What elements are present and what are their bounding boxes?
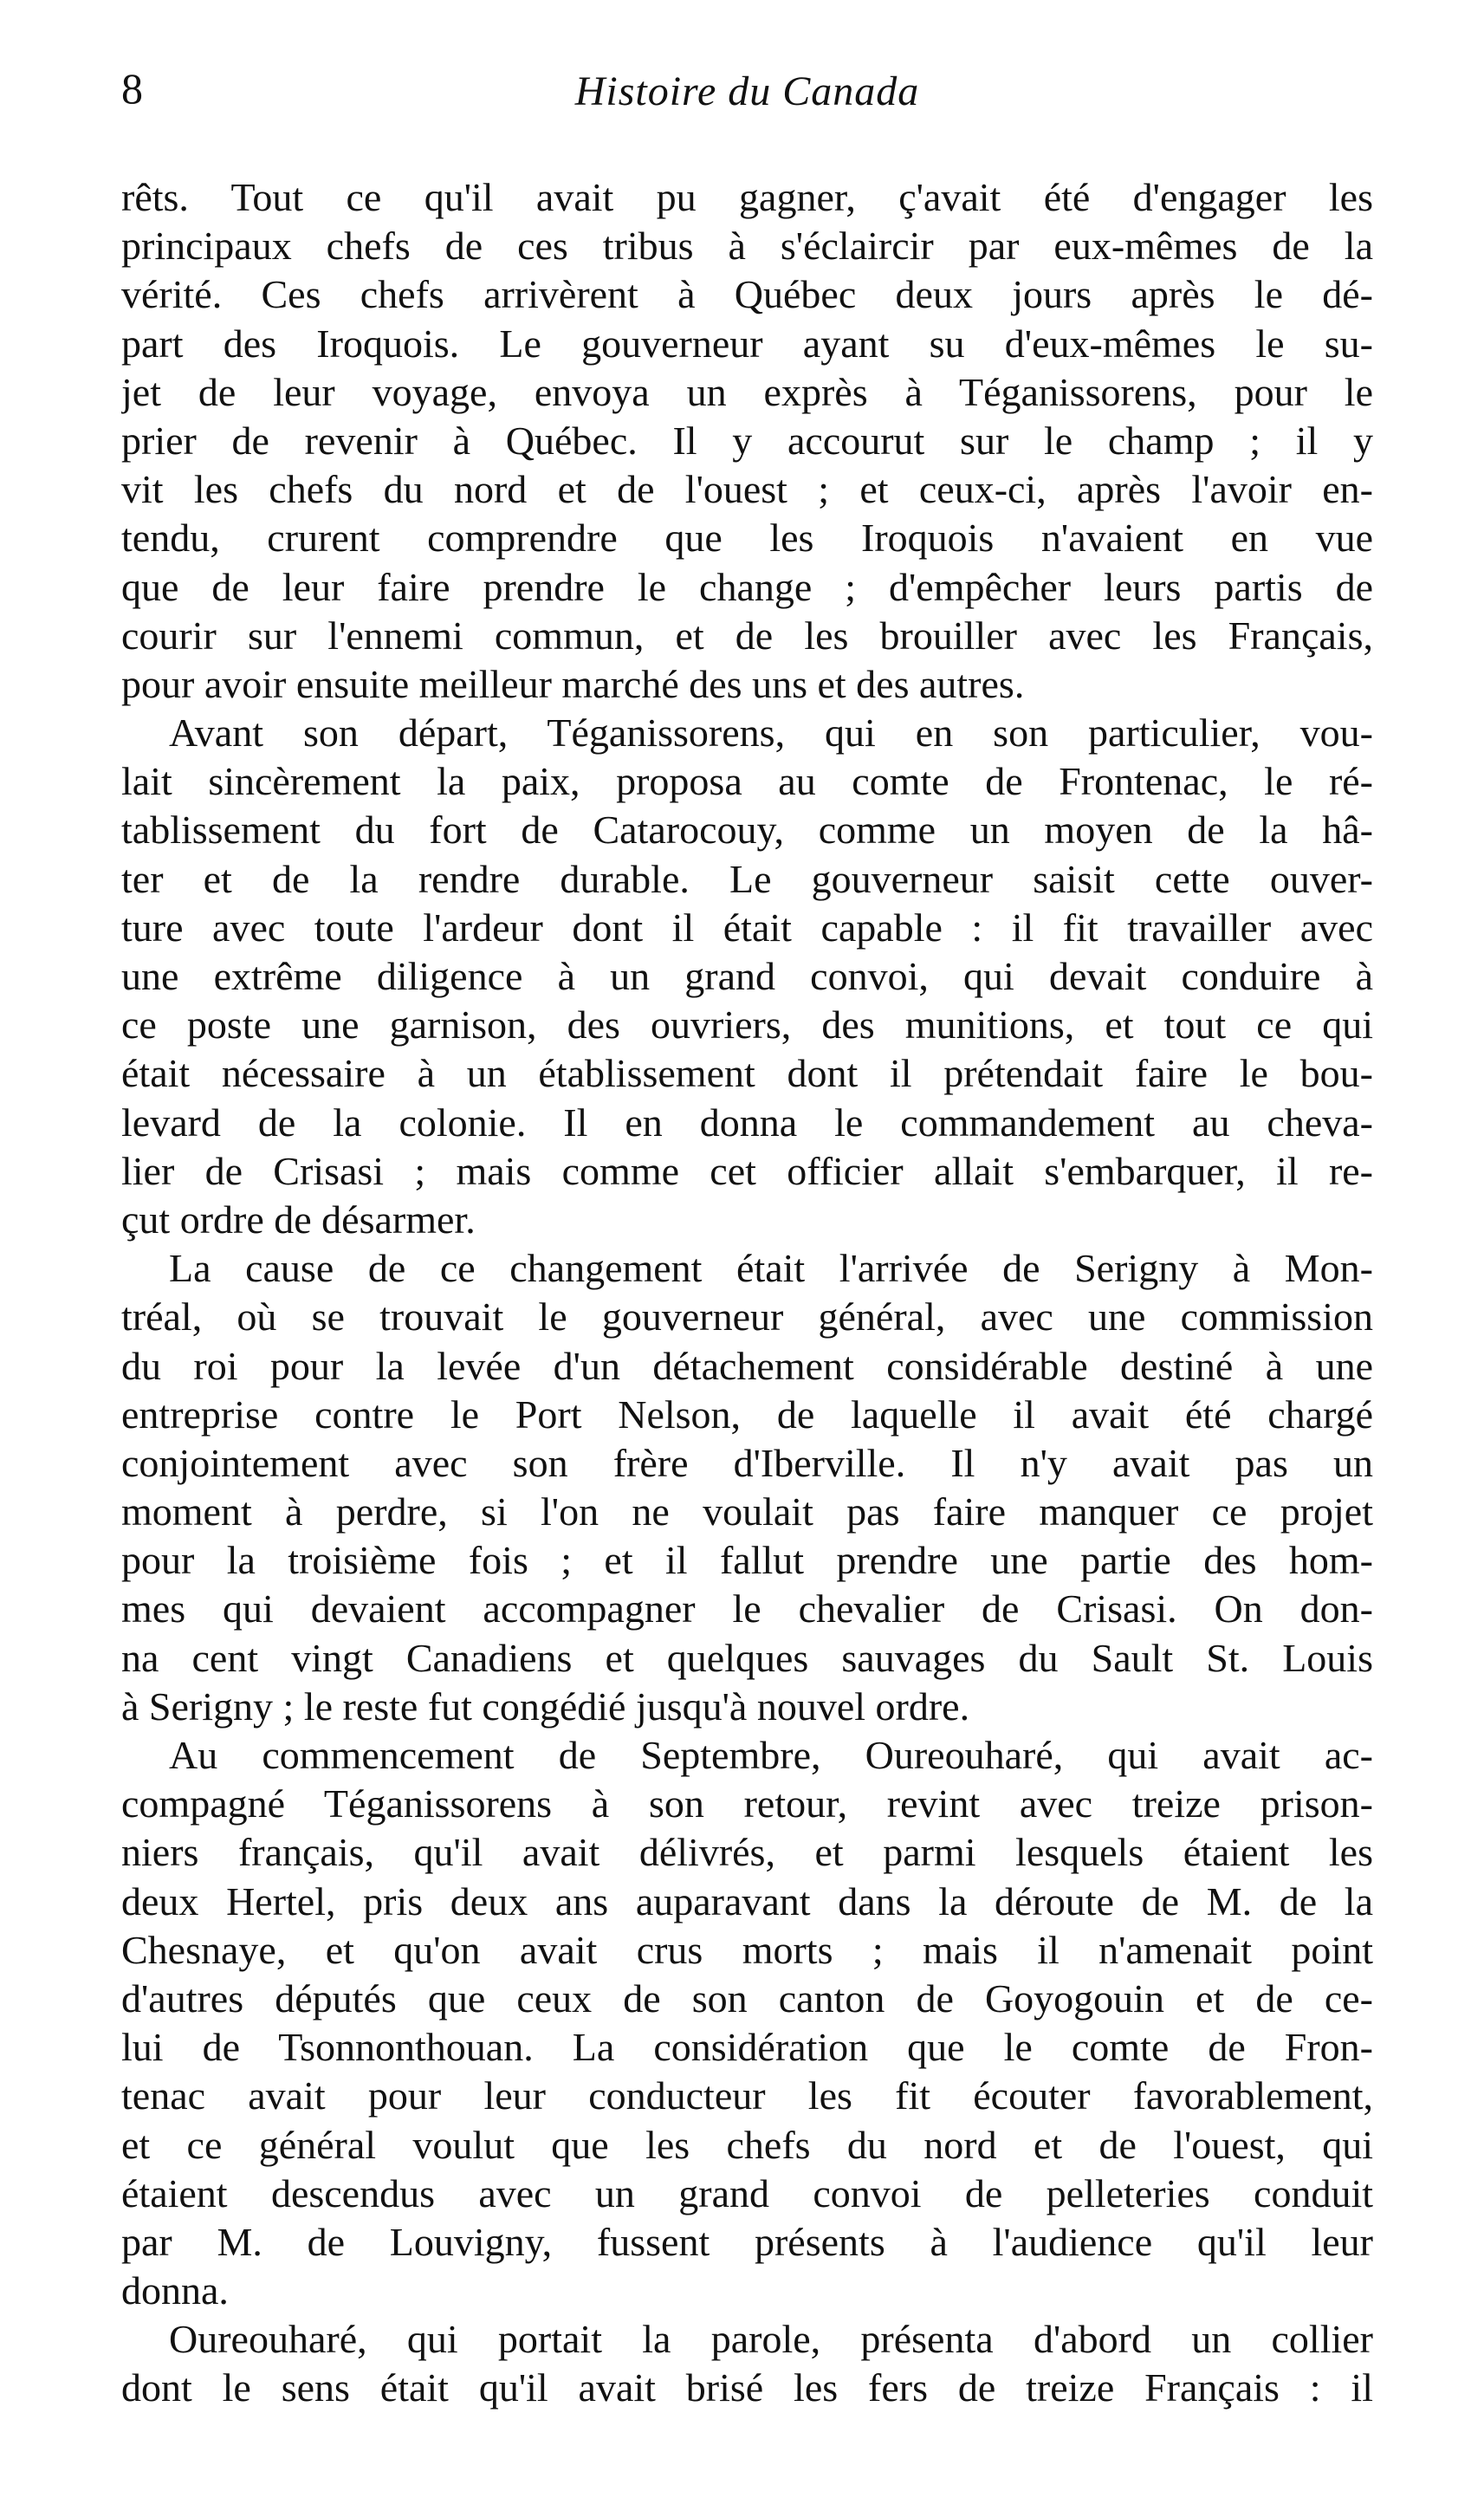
text-line: La cause de ce changement était l'arrivée de Serigny à Mon- xyxy=(169,1246,1373,1291)
text-line: pour la troisième fois ; et il fallut prendre une partie des hom- xyxy=(121,1538,1373,1583)
text-line: tablissement du fort de Catarocouy, comme un moyen de la hâ- xyxy=(121,808,1373,853)
text-line: pour avoir ensuite meilleur marché des uns et des autres. xyxy=(121,661,1025,706)
text-line: mes qui devaient accompagner le chevalier de Crisasi. On don- xyxy=(121,1586,1373,1631)
page-number: 8 xyxy=(121,64,143,113)
text-line: lier de Crisasi ; mais comme cet officier allait s'embarquer, il re- xyxy=(121,1148,1373,1193)
text-line: et ce général voulut que les chefs du nord et de l'ouest, qui xyxy=(121,2122,1373,2167)
text-line: une extrême diligence à un grand convoi, qui devait conduire à xyxy=(121,954,1373,998)
text-line: donna. xyxy=(121,2268,229,2313)
text-line: entreprise contre le Port Nelson, de laquelle il avait été chargé xyxy=(121,1391,1373,1437)
text-line: deux Hertel, pris deux ans auparavant dans la déroute de M. de la xyxy=(121,1878,1373,1923)
text-line: tendu, crurent comprendre que les Iroquois n'avaient en vue xyxy=(121,516,1373,561)
body-text xyxy=(121,173,1373,2413)
text-line: compagné Téganissorens à son retour, revint avec treize prison- xyxy=(121,1781,1373,1826)
text-line: courir sur l'ennemi commun, et de les brouiller avec les Français, xyxy=(121,613,1373,658)
text-line: lait sincèrement la paix, proposa au comte de Frontenac, le ré- xyxy=(121,759,1373,804)
text-line: par M. de Louvigny, fussent présents à l'audience qu'il leur xyxy=(121,2219,1373,2264)
text-line: était nécessaire à un établissement dont il prétendait faire le bou- xyxy=(121,1051,1373,1096)
text-line: na cent vingt Canadiens et quelques sauvages du Sault St. Louis xyxy=(121,1635,1373,1680)
text-line: lui de Tsonnonthouan. La considération que le comte de Fron- xyxy=(121,2025,1373,2070)
text-line: tenac avait pour leur conducteur les fit écouter favorablement, xyxy=(121,2073,1373,2118)
text-line: levard de la colonie. Il en donna le commandement au cheva- xyxy=(121,1100,1373,1145)
text-line: que de leur faire prendre le change ; d'empêcher leurs partis de xyxy=(121,564,1373,609)
text-line: étaient descendus avec un grand convoi de pelleteries conduit xyxy=(121,2170,1373,2215)
text-line: tréal, où se trouvait le gouverneur général, avec une commission xyxy=(121,1294,1373,1340)
text-line: ter et de la rendre durable. Le gouverneur saisit cette ouver- xyxy=(121,856,1373,901)
page-header xyxy=(121,62,1373,140)
text-line: principaux chefs de ces tribus à s'éclaircir par eux-mêmes de la xyxy=(121,224,1373,269)
text-line: vit les chefs du nord et de l'ouest ; et ceux-ci, après l'avoir en- xyxy=(121,467,1373,512)
text-line: ce poste une garnison, des ouvriers, des munitions, et tout ce qui xyxy=(121,1002,1373,1048)
text-line: part des Iroquois. Le gouverneur ayant su d'eux-mêmes le su- xyxy=(121,321,1373,366)
text-line: d'autres députés que ceux de son canton de Goyogouin et de ce- xyxy=(121,1975,1373,2021)
text-line: çut ordre de désarmer. xyxy=(121,1197,476,1242)
text-line: rêts. Tout ce qu'il avait pu gagner, ç'avait été d'engager les xyxy=(121,175,1373,219)
text-line: conjointement avec son frère d'Iberville. Il n'y avait pas un xyxy=(121,1440,1373,1485)
text-line: vérité. Ces chefs arrivèrent à Québec deux jours après le dé- xyxy=(121,272,1373,317)
text-line: ture avec toute l'ardeur dont il était capable : il fit travailler avec xyxy=(121,905,1373,950)
text-line: dont le sens était qu'il avait brisé les fers de treize Français : il xyxy=(121,2365,1373,2410)
text-line: niers français, qu'il avait délivrés, et parmi lesquels étaient les xyxy=(121,1830,1373,1875)
text-line: Oureouharé, qui portait la parole, présenta d'abord un collier xyxy=(169,2317,1373,2362)
text-line: Au commencement de Septembre, Oureouharé, qui avait ac- xyxy=(169,1733,1373,1777)
text-line: prier de revenir à Québec. Il y accourut sur le champ ; il y xyxy=(121,418,1373,463)
running-title: Histoire du Canada xyxy=(574,68,920,114)
text-line: Avant son départ, Téganissorens, qui en son particulier, vou- xyxy=(169,710,1373,756)
text-line: jet de leur voyage, envoya un exprès à Téganissorens, pour le xyxy=(121,369,1373,414)
text-line: du roi pour la levée d'un détachement considérable destiné à une xyxy=(121,1343,1373,1388)
text-line: moment à perdre, si l'on ne voulait pas faire manquer ce projet xyxy=(121,1489,1373,1534)
text-line: à Serigny ; le reste fut congédié jusqu'à nouvel ordre. xyxy=(121,1683,970,1729)
text-line: Chesnaye, et qu'on avait crus morts ; mais il n'amenait point xyxy=(121,1927,1373,1972)
